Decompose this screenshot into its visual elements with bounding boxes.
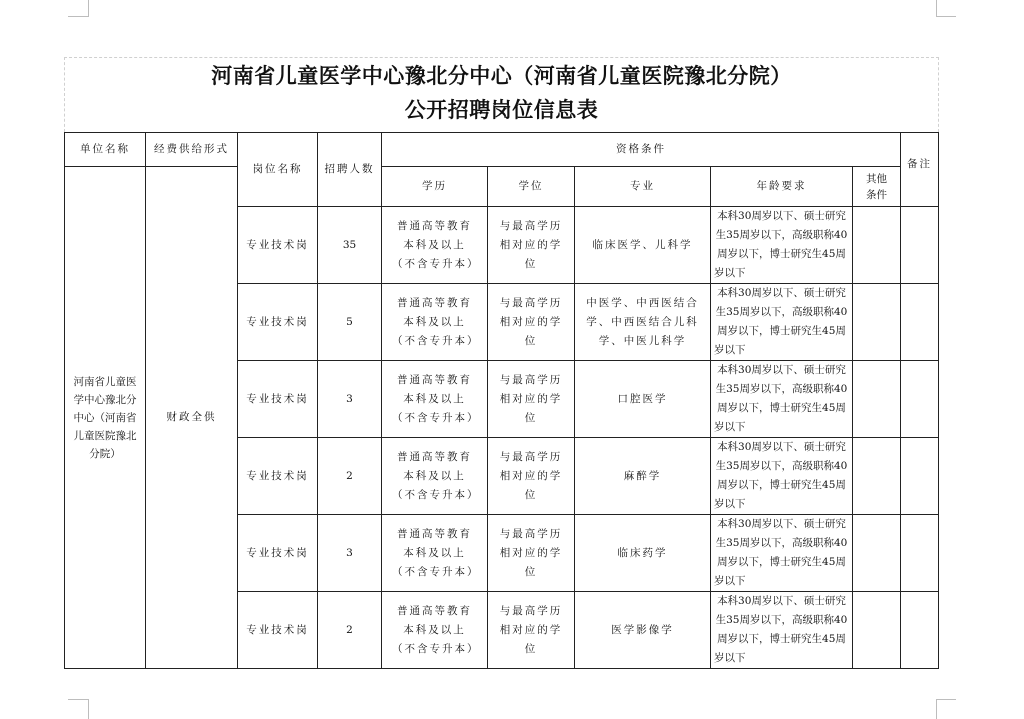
crop-mark bbox=[936, 16, 956, 17]
header-position: 岗位名称 bbox=[238, 133, 318, 207]
age-cell: 本科30周岁以下、硕士研究生35周岁以下，高级职称40周岁以下，博士研究生45周岁以下 bbox=[711, 361, 853, 438]
other-conditions-cell bbox=[853, 515, 901, 592]
unit-name-cell: 河南省儿童医学中心豫北分中心（河南省儿童医院豫北分院） bbox=[65, 167, 146, 669]
crop-mark bbox=[936, 699, 937, 719]
header-funding: 经费供给形式 bbox=[146, 133, 238, 167]
other-conditions-cell bbox=[853, 284, 901, 361]
crop-mark bbox=[88, 699, 89, 719]
remarks-cell bbox=[901, 592, 939, 669]
major-cell: 临床药学 bbox=[575, 515, 711, 592]
age-cell: 本科30周岁以下、硕士研究生35周岁以下，高级职称40周岁以下，博士研究生45周岁以下 bbox=[711, 284, 853, 361]
education-cell: 普通高等教育本科及以上（不含专升本） bbox=[382, 207, 488, 284]
header-other-conditions: 其他条件 bbox=[853, 167, 901, 207]
header-count: 招聘人数 bbox=[318, 133, 382, 207]
count-cell: 2 bbox=[318, 592, 382, 669]
position-cell: 专业技术岗 bbox=[238, 592, 318, 669]
remarks-cell bbox=[901, 438, 939, 515]
age-cell: 本科30周岁以下、硕士研究生35周岁以下，高级职称40周岁以下，博士研究生45周岁以下 bbox=[711, 207, 853, 284]
count-cell: 2 bbox=[318, 438, 382, 515]
crop-mark bbox=[88, 0, 89, 17]
major-cell: 中医学、中西医结合学、中西医结合儿科学、中医儿科学 bbox=[575, 284, 711, 361]
count-cell: 3 bbox=[318, 361, 382, 438]
header-row bbox=[65, 167, 939, 207]
other-conditions-cell bbox=[853, 361, 901, 438]
education-cell: 普通高等教育本科及以上（不含专升本） bbox=[382, 438, 488, 515]
major-cell: 麻醉学 bbox=[575, 438, 711, 515]
count-cell: 35 bbox=[318, 207, 382, 284]
education-cell: 普通高等教育本科及以上（不含专升本） bbox=[382, 361, 488, 438]
remarks-cell bbox=[901, 284, 939, 361]
position-cell: 专业技术岗 bbox=[238, 361, 318, 438]
count-cell: 5 bbox=[318, 284, 382, 361]
recruitment-table bbox=[64, 132, 939, 669]
degree-cell: 与最高学历相对应的学位 bbox=[488, 438, 575, 515]
crop-mark bbox=[68, 699, 88, 700]
major-cell: 口腔医学 bbox=[575, 361, 711, 438]
funding-type-cell: 财政全供 bbox=[146, 167, 238, 669]
position-cell: 专业技术岗 bbox=[238, 515, 318, 592]
crop-mark bbox=[936, 0, 937, 17]
title-line-1: 河南省儿童医学中心豫北分中心（河南省儿童医院豫北分院） bbox=[211, 64, 792, 88]
other-conditions-cell bbox=[853, 592, 901, 669]
header-major: 专业 bbox=[575, 167, 711, 207]
degree-cell: 与最高学历相对应的学位 bbox=[488, 361, 575, 438]
age-cell: 本科30周岁以下、硕士研究生35周岁以下，高级职称40周岁以下，博士研究生45周岁以下 bbox=[711, 438, 853, 515]
degree-cell: 与最高学历相对应的学位 bbox=[488, 515, 575, 592]
position-cell: 专业技术岗 bbox=[238, 207, 318, 284]
crop-mark bbox=[68, 16, 88, 17]
other-conditions-cell bbox=[853, 438, 901, 515]
degree-cell: 与最高学历相对应的学位 bbox=[488, 592, 575, 669]
header-degree: 学位 bbox=[488, 167, 575, 207]
count-cell: 3 bbox=[318, 515, 382, 592]
remarks-cell bbox=[901, 515, 939, 592]
header-remarks: 备注 bbox=[901, 133, 939, 207]
age-cell: 本科30周岁以下、硕士研究生35周岁以下，高级职称40周岁以下，博士研究生45周岁以下 bbox=[711, 515, 853, 592]
crop-mark bbox=[936, 699, 956, 700]
title-line-2: 公开招聘岗位信息表 bbox=[404, 98, 599, 122]
other-conditions-cell bbox=[853, 207, 901, 284]
position-cell: 专业技术岗 bbox=[238, 438, 318, 515]
education-cell: 普通高等教育本科及以上（不含专升本） bbox=[382, 592, 488, 669]
degree-cell: 与最高学历相对应的学位 bbox=[488, 207, 575, 284]
major-cell: 医学影像学 bbox=[575, 592, 711, 669]
header-education: 学历 bbox=[382, 167, 488, 207]
title-block bbox=[64, 57, 939, 132]
age-cell: 本科30周岁以下、硕士研究生35周岁以下，高级职称40周岁以下，博士研究生45周岁以下 bbox=[711, 592, 853, 669]
remarks-cell bbox=[901, 361, 939, 438]
remarks-cell bbox=[901, 207, 939, 284]
header-age: 年龄要求 bbox=[711, 167, 853, 207]
header-row bbox=[65, 133, 939, 167]
header-unit: 单位名称 bbox=[65, 133, 146, 167]
degree-cell: 与最高学历相对应的学位 bbox=[488, 284, 575, 361]
position-cell: 专业技术岗 bbox=[238, 284, 318, 361]
education-cell: 普通高等教育本科及以上（不含专升本） bbox=[382, 515, 488, 592]
major-cell: 临床医学、儿科学 bbox=[575, 207, 711, 284]
header-qualification: 资格条件 bbox=[382, 133, 901, 167]
education-cell: 普通高等教育本科及以上（不含专升本） bbox=[382, 284, 488, 361]
